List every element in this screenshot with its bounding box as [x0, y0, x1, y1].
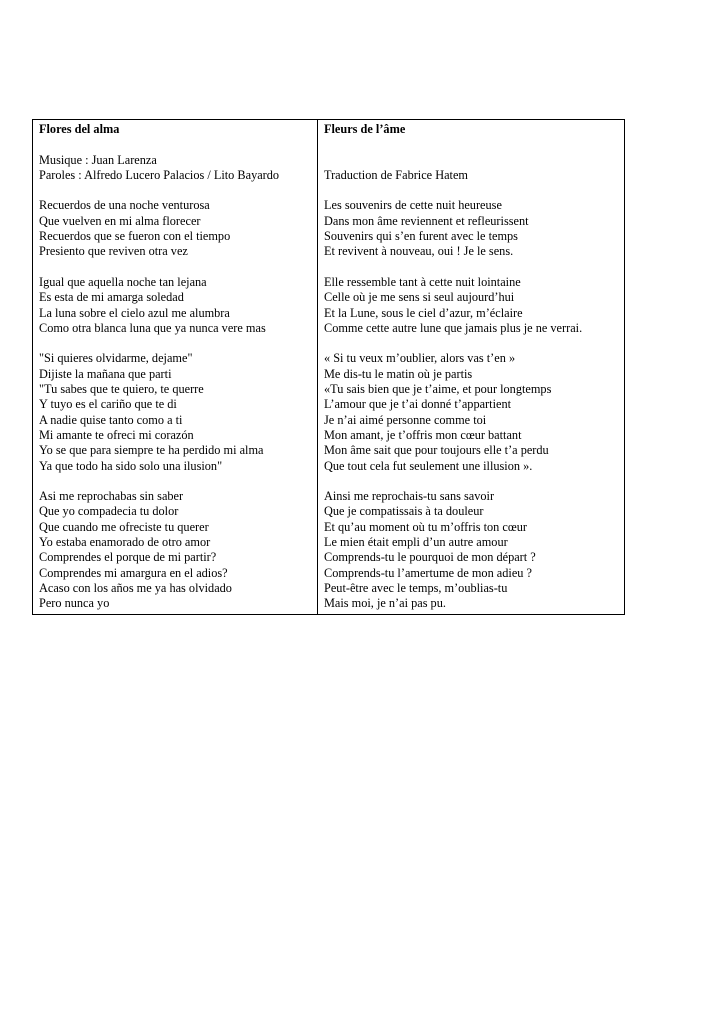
lyric-line: Asi me reprochabas sin saber [39, 489, 184, 504]
translator-credit: Traduction de Fabrice Hatem [324, 167, 468, 182]
spanish-title: Flores del alma [39, 122, 120, 136]
lyric-line: Mon âme sait que pour toujours elle t’a perdu [324, 443, 549, 458]
spanish-stanza-2 [39, 275, 311, 336]
lyric-line: Igual que aquella noche tan lejana [39, 274, 207, 289]
lyric-line: Les souvenirs de cette nuit heureuse [324, 198, 502, 213]
lyric-line: Yo estaba enamorado de otro amor [39, 535, 211, 550]
lyric-line: A nadie quise tanto como a ti [39, 412, 183, 427]
french-stanza-2 [324, 275, 618, 336]
lyric-line: Je n’ai aimé personne comme toi [324, 412, 487, 427]
french-stanza-1 [324, 198, 618, 259]
lyric-line: Que je compatissais à ta douleur [324, 504, 484, 519]
lyric-line: Que yo compadecia tu dolor [39, 504, 179, 519]
lyric-line: Como otra blanca luna que ya nunca vere mas [39, 320, 266, 335]
lyric-line: Et qu’au moment où tu m’offris ton cœur [324, 519, 527, 534]
lyric-line: Pero nunca yo [39, 596, 110, 611]
lyric-line: Presiento que reviven otra vez [39, 244, 188, 259]
french-title: Fleurs de l’âme [324, 122, 406, 136]
lyric-line: Acaso con los años me ya has olvidado [39, 580, 232, 595]
lyric-line: Recuerdos de una noche venturosa [39, 198, 210, 213]
spanish-stanza-1 [39, 198, 311, 259]
lyric-line: Souvenirs qui s’en furent avec le temps [324, 229, 518, 244]
lyric-line: Et la Lune, sous le ciel d’azur, m’éclaire [324, 305, 523, 320]
lyric-line: Mais moi, je n’ai pas pu. [324, 596, 446, 611]
lyric-line: Le mien était empli d’un autre amour [324, 535, 508, 550]
lyric-line: Comprends-tu le pourquoi de mon départ ? [324, 550, 536, 565]
lyric-line: Ya que todo ha sido solo una ilusion" [39, 458, 223, 473]
lyricist-credit: Paroles : Alfredo Lucero Palacios / Lito Bayardo [39, 167, 280, 182]
table-row [33, 120, 625, 615]
lyric-line: "Si quieres olvidarme, dejame" [39, 351, 193, 366]
french-stanza-3 [324, 351, 618, 473]
lyric-line: L’amour que je t’ai donné t’appartient [324, 397, 512, 412]
lyric-line: « Si tu veux m’oublier, alors vas t’en » [324, 351, 516, 366]
lyric-line: La luna sobre el cielo azul me alumbra [39, 305, 230, 320]
lyric-line: Yo se que para siempre te ha perdido mi alma [39, 443, 264, 458]
lyric-line: Peut-être avec le temps, m’oublias-tu [324, 580, 508, 595]
lyric-line: Celle où je me sens si seul aujourd’hui [324, 290, 515, 305]
spanish-column [33, 120, 318, 615]
spanish-stanza-4 [39, 489, 311, 611]
lyrics-table [32, 119, 625, 615]
lyric-line: Mon amant, je t’offris mon cœur battant [324, 427, 522, 442]
lyric-line: «Tu sais bien que je t’aime, et pour longtemps [324, 382, 552, 397]
french-stanza-4 [324, 489, 618, 611]
lyric-line: Mi amante te ofreci mi corazón [39, 427, 194, 442]
lyric-line: Que tout cela fut seulement une illusion ». [324, 458, 533, 473]
lyric-line: Me dis-tu le matin où je partis [324, 366, 473, 381]
french-column [318, 120, 625, 615]
lyric-line: Es esta de mi amarga soledad [39, 290, 184, 305]
lyric-line: "Tu sabes que te quiero, te querre [39, 382, 204, 397]
lyric-line: Comme cette autre lune que jamais plus je ne verrai. [324, 320, 583, 335]
lyric-line: Dijiste la mañana que parti [39, 366, 172, 381]
lyric-line: Comprendes el porque de mi partir? [39, 550, 217, 565]
composer-credit: Musique : Juan Larenza [39, 152, 157, 167]
lyric-line: Que vuelven en mi alma florecer [39, 213, 201, 228]
lyric-line: Comprendes mi amargura en el adios? [39, 565, 228, 580]
lyric-line: Recuerdos que se fueron con el tiempo [39, 229, 231, 244]
lyric-line: Dans mon âme reviennent et refleurissent [324, 213, 529, 228]
lyric-line: Y tuyo es el cariño que te di [39, 397, 177, 412]
lyric-line: Comprends-tu l’amertume de mon adieu ? [324, 565, 532, 580]
lyric-line: Ainsi me reprochais-tu sans savoir [324, 489, 495, 504]
lyric-line: Et revivent à nouveau, oui ! Je le sens. [324, 244, 514, 259]
lyric-line: Que cuando me ofreciste tu querer [39, 519, 209, 534]
lyric-line: Elle ressemble tant à cette nuit lointaine [324, 274, 521, 289]
spanish-stanza-3 [39, 351, 311, 473]
